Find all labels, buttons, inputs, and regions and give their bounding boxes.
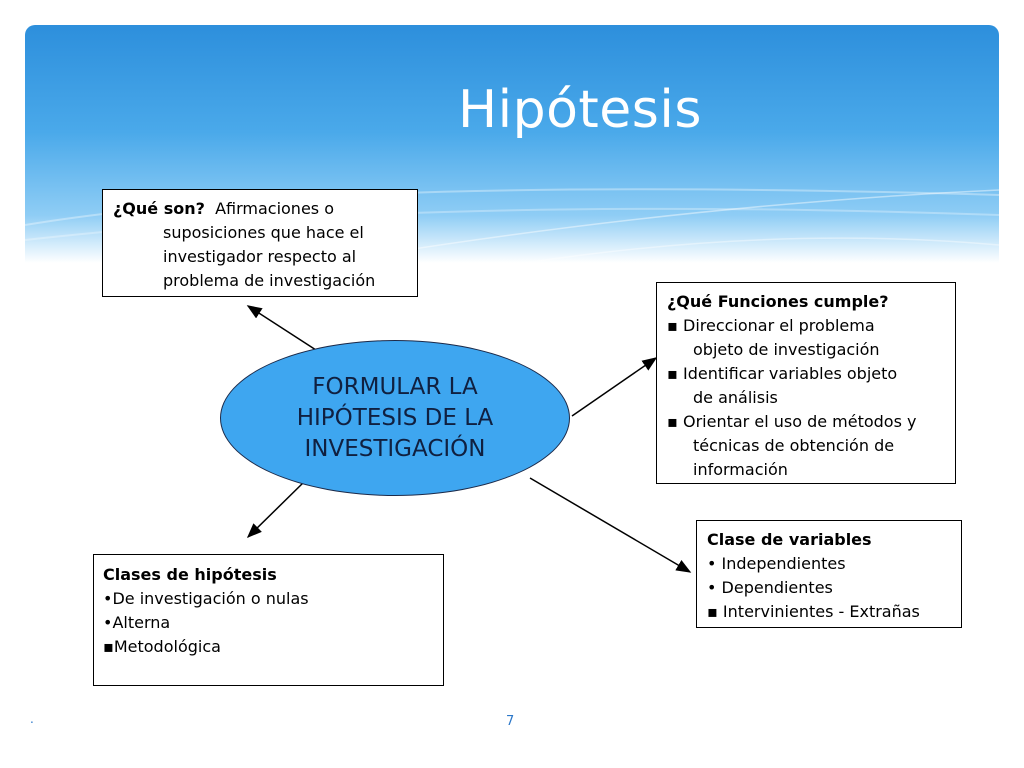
clase-variables-box [696,520,962,628]
que-son-box [102,189,418,297]
clase-variables-item: • Independientes [707,554,846,573]
arrow-to-clases-hipotesis [248,480,306,537]
clase-variables-item: • Dependientes [707,578,833,597]
central-topic-ellipse [220,340,570,496]
funciones-heading: ¿Qué Funciones cumple? [667,292,889,311]
clases-hipotesis-item: •Alterna [103,613,171,632]
arrow-to-clase-variables [530,478,690,572]
clases-hipotesis-item: ▪Metodológica [103,637,221,656]
square-bullet-icon: ▪ [667,316,678,335]
page-number: 7 [506,714,515,729]
square-bullet-icon: ▪ [667,412,678,431]
central-topic-label: FORMULAR LA HIPÓTESIS DE LA INVESTIGACIÓN [296,373,494,462]
clases-hipotesis-box [93,554,444,686]
funciones-item [667,362,945,386]
funciones-item-text: de análisis [693,388,778,407]
funciones-item-text: información [693,460,788,479]
square-bullet-icon: ▪ [667,364,678,383]
funciones-item [667,314,945,338]
arrow-to-que-son [248,306,316,350]
arrow-to-funciones [572,358,656,416]
clases-hipotesis-item: •De investigación o nulas [103,589,309,608]
funciones-item-text: técnicas de obtención de [693,436,895,455]
funciones-item-text: Identificar variables objeto [683,364,898,383]
que-son-line: investigador respecto al [163,247,357,266]
clases-hipotesis-heading: Clases de hipótesis [103,565,277,584]
footer-dot: . [30,712,34,726]
clase-variables-heading: Clase de variables [707,530,872,549]
funciones-item [667,410,945,434]
funciones-item-text: Direccionar el problema [683,316,875,335]
clase-variables-item: ▪ Intervinientes - Extrañas [707,602,920,621]
funciones-item-text: objeto de investigación [693,340,880,359]
funciones-item-text: Orientar el uso de métodos y [683,412,917,431]
que-son-line: suposiciones que hace el [163,223,364,242]
funciones-box [656,282,956,484]
que-son-heading: ¿Qué son? [113,199,205,218]
que-son-line: problema de investigación [163,271,376,290]
slide-title: Hipótesis [458,80,702,140]
que-son-line: Afirmaciones o [215,199,334,218]
